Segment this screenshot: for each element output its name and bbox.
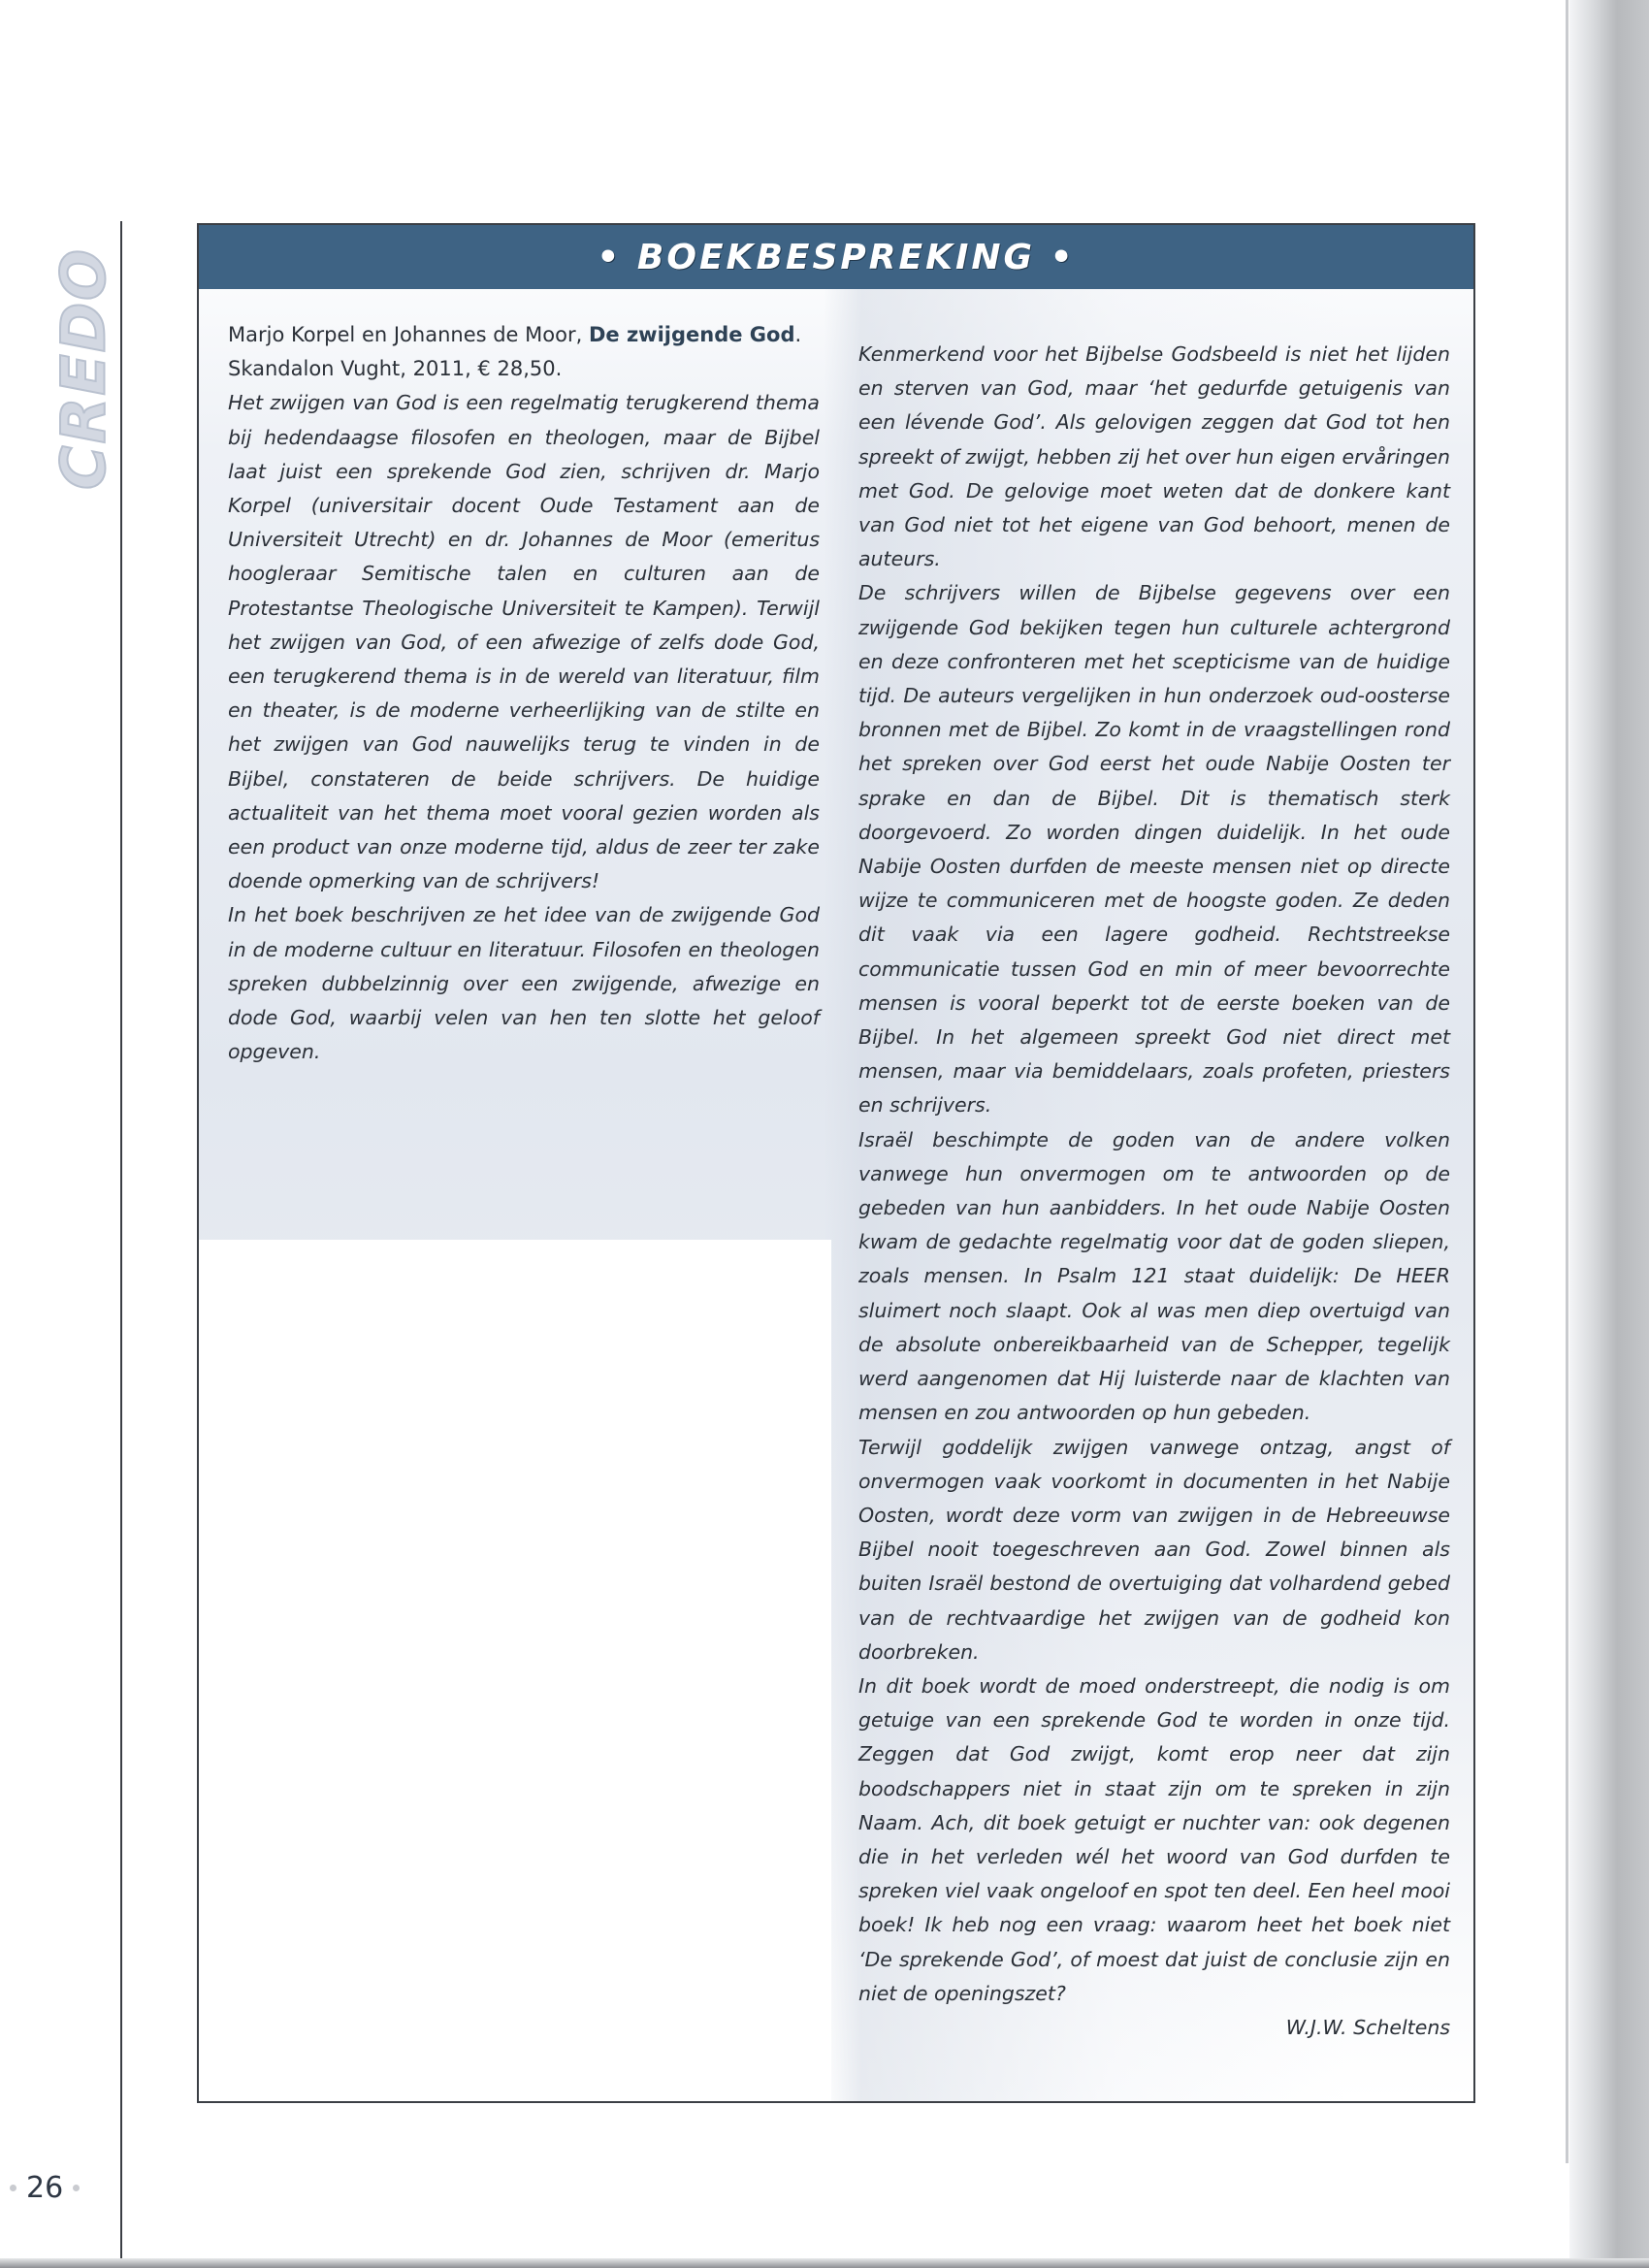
review-paragraph: Kenmerkend voor het Bijbelse Godsbeeld is niet het lijden en sterven van God, maar ‘het gedurfde getuigenis van een lévende God’. Als gelovigen zeggen dat God tot hen spreekt of zwijgt, hebben zij het over hun eigen ervåringen met God. De gelovige moet weten dat de donkere kant van God niet tot het eigene van God behoort, menen de auteurs. [858, 342, 1450, 571]
right-column [858, 338, 1450, 2045]
page-bottom-edge [0, 2258, 1649, 2268]
book-citation [228, 318, 820, 386]
margin-vertical-rule [120, 221, 122, 2258]
citation-authors: Marjo Korpel en Johannes de Moor, [228, 323, 583, 346]
review-paragraph: Het zwijgen van God is een regelmatig terugkerend thema bij hedendaagse filosofen en theologen, maar de Bijbel laat juist een sprekende God zien, schrijven dr. Marjo Korpel (universitair docent Oude Testament aan de Universiteit Utrecht) en dr. Johannes de Moor (emeritus hoogleraar Semitische talen en culturen aan de Protestantse Theologische Universiteit te Kampen). Terwijl het zwijgen van God, of een afwezige of zelfs dode God, een terugkerend thema is in de wereld van literatuur, film en theater, is de moderne verheerlijking van de stilte en het zwijgen van God nauwelijks terug te vinden in de Bijbel, constateren de beide schrijvers. De huidige actualiteit van het thema moet vooral gezien worden als een product van onze moderne tijd, aldus de zeer ter zake doende opmerking van de schrijvers! [228, 391, 820, 893]
review-paragraph: Israël beschimpte de goden van de andere volken vanwege hun onvermogen om te antwoorden op de gebeden van hun aanbidders. In het oude Nabije Oosten kwam de gedachte regelmatig voor dat de goden sliepen, zoals mensen. In Psalm 121 staat duidelijk: De HEER sluimert noch slaapt. Ook al was men diep overtuigd van de absolute onbereikbaarheid van de Schepper, tegelijk werd aangenomen dat Hij luisterde naar de klachten van mensen en zou antwoorden op hun gebeden. [858, 1127, 1450, 1425]
title-bullet-right: • [1050, 237, 1076, 277]
review-paragraph: De schrijvers willen de Bijbelse gegevens over een zwijgende God bekijken tegen hun culturele achtergrond en deze confronteren met het scepticisme van de huidige tijd. De auteurs vergelijken in hun onderzoek oud-oosterse bronnen met de Bijbel. Zo komt in de vraagstellingen rond het spreken over God eerst het oude Nabije Oosten ter sprake en dan de Bijbel. Dit is thematisch sterk doorgevoerd. Zo worden dingen duidelijk. In het oude Nabije Oosten durfden de meeste mensen niet op directe wijze te communiceren met de hoogste goden. Ze deden dit vaak via een lagere godheid. Rechtstreekse communicatie tussen God en min of meer bevoorrechte mensen is vooral beperkt tot de eerste boeken van de Bijbel. In het algemeen spreekt God niet direct met mensen, maar via bemiddelaars, zoals profeten, priesters en schrijvers. [858, 581, 1450, 1118]
page-number-text: 26 [26, 2171, 64, 2205]
citation-book-title: De zwijgende God [588, 323, 795, 346]
magazine-logo-text: CREDO [48, 247, 119, 490]
section-title [597, 238, 1075, 277]
review-paragraph: In het boek beschrijven ze het idee van de zwijgende God in de moderne cultuur en literatuur. Filosofen en theologen spreken dubbelzinnig over een zwijgende, afwezige en dode God, waarbij velen van hen ten slotte het geloof opgeven. [228, 903, 820, 1064]
citation-publisher: Skandalon Vught, 2011, € 28,50. [228, 357, 563, 381]
review-box [197, 223, 1475, 2103]
page-number-dot-left [10, 2185, 16, 2191]
section-header-bar [199, 225, 1473, 289]
page-edge-shadow [1569, 0, 1649, 2268]
review-paragraph: Terwijl goddelijk zwijgen vanwege ontzag, angst of onvermogen vaak voorkomt in documenten in het Nabije Oosten, wordt deze vorm van zwijgen in de Hebreeuwse Bijbel nooit toegeschreven aan God. Zowel binnen als buiten Israël bestond de overtuiging dat volhardend gebed van de rechtvaardige het zwijgen van de godheid kon doorbreken. [858, 1435, 1450, 1664]
reviewer-signature: W.J.W. Scheltens [1285, 2015, 1450, 2039]
page-number-dot-right [73, 2185, 80, 2191]
left-column [228, 318, 820, 1069]
page-fold-line [1566, 0, 1568, 2163]
magazine-logo [48, 225, 119, 512]
citation-title-end: . [794, 323, 802, 346]
review-paragraph: In dit boek wordt de moed onderstreept, die nodig is om getuige van een sprekende God te worden in onze tijd. Zeggen dat God zwijgt, komt erop neer dat zijn boodschappers niet in staat zijn om te spreken in zijn Naam. Ach, dit boek getuigt er nuchter van: ook degenen die in het verleden wél het woord van God durfden te spreken viel vaak ongeloof en spot ten deel. Een heel mooi boek! Ik heb nog een vraag: waarom heet het boek niet ‘De sprekende God’, of moest dat juist de conclusie zijn en niet de openingszet? [858, 1673, 1450, 2005]
title-bullet-left: • [597, 237, 623, 277]
section-title-text: BOEKBESPREKING [636, 237, 1036, 277]
page-number [10, 2171, 80, 2205]
left-column-blank-area [199, 1240, 831, 2101]
